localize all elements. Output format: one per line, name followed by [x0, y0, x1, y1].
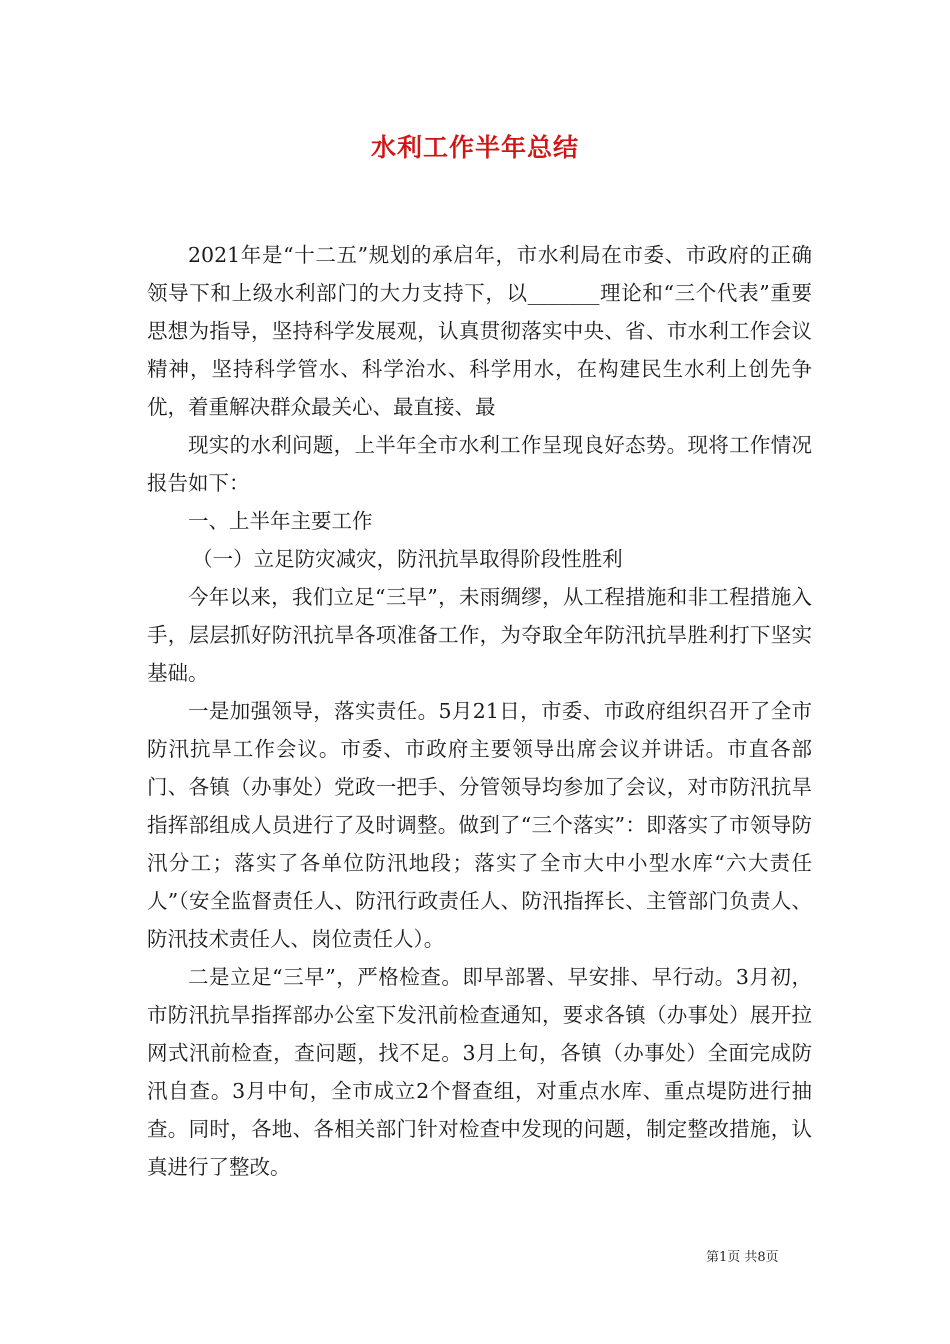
section-heading: 一、上半年主要工作 — [188, 509, 373, 533]
paragraph-intro: 2021年是“十二五”规划的承启年，市水利局在市委、市政府的正确领导下和上级水利部门的大力支持下，以_______理论和“三个代表”重要思想为指导，坚持科学发展观，认真贯彻落实中央、省、市水利工作会议精神，坚持科学管水、科学治水、科学用水，在构建民生水利上创先争优，着重解决群众最关心、最直接、最 — [147, 243, 812, 419]
page-number: 第1页 共8页 — [706, 1250, 779, 1265]
document-title: 水利工作半年总结 — [370, 133, 579, 162]
subsection-heading: （一）立足防灾减灾，防汛抗旱取得阶段性胜利 — [192, 547, 623, 571]
paragraph-point-one: 一是加强领导，落实责任。5月21日，市委、市政府组织召开了全市防汛抗旱工作会议。市委、市政府主要领导出席会议并讲话。市直各部门、各镇（办事处）党政一把手、分管领导均参加了会议，对市防汛抗旱指挥部组成人员进行了及时调整。做到了“三个落实”：即落实了市领导防汛分工；落实了各单位防汛地段；落实了全市大中小型水库“六大责任人”（安全监督责任人、防汛行政责任人、防汛指挥长、主管部门负责人、防汛技术责任人、岗位责任人）。 — [147, 699, 812, 951]
paragraph-point-two: 二是立足“三早”，严格检查。即早部署、早安排、早行动。3月初，市防汛抗旱指挥部办公室下发汛前检查通知，要求各镇（办事处）展开拉网式汛前检查，查问题，找不足。3月上旬，各镇（办事处）全面完成防汛自查。3月中旬，全市成立2个督查组，对重点水库、重点堤防进行抽查。同时，各地、各相关部门针对检查中发现的问题，制定整改措施，认真进行了整改。 — [147, 965, 812, 1179]
paragraph-intro-continued: 现实的水利问题，上半年全市水利工作呈现良好态势。现将工作情况报告如下： — [147, 433, 812, 495]
document-body — [147, 236, 812, 1186]
paragraph-overview: 今年以来，我们立足“三早”，未雨绸缪，从工程措施和非工程措施入手，层层抓好防汛抗旱各项准备工作，为夺取全年防汛抗旱胜利打下坚实基础。 — [147, 585, 812, 685]
